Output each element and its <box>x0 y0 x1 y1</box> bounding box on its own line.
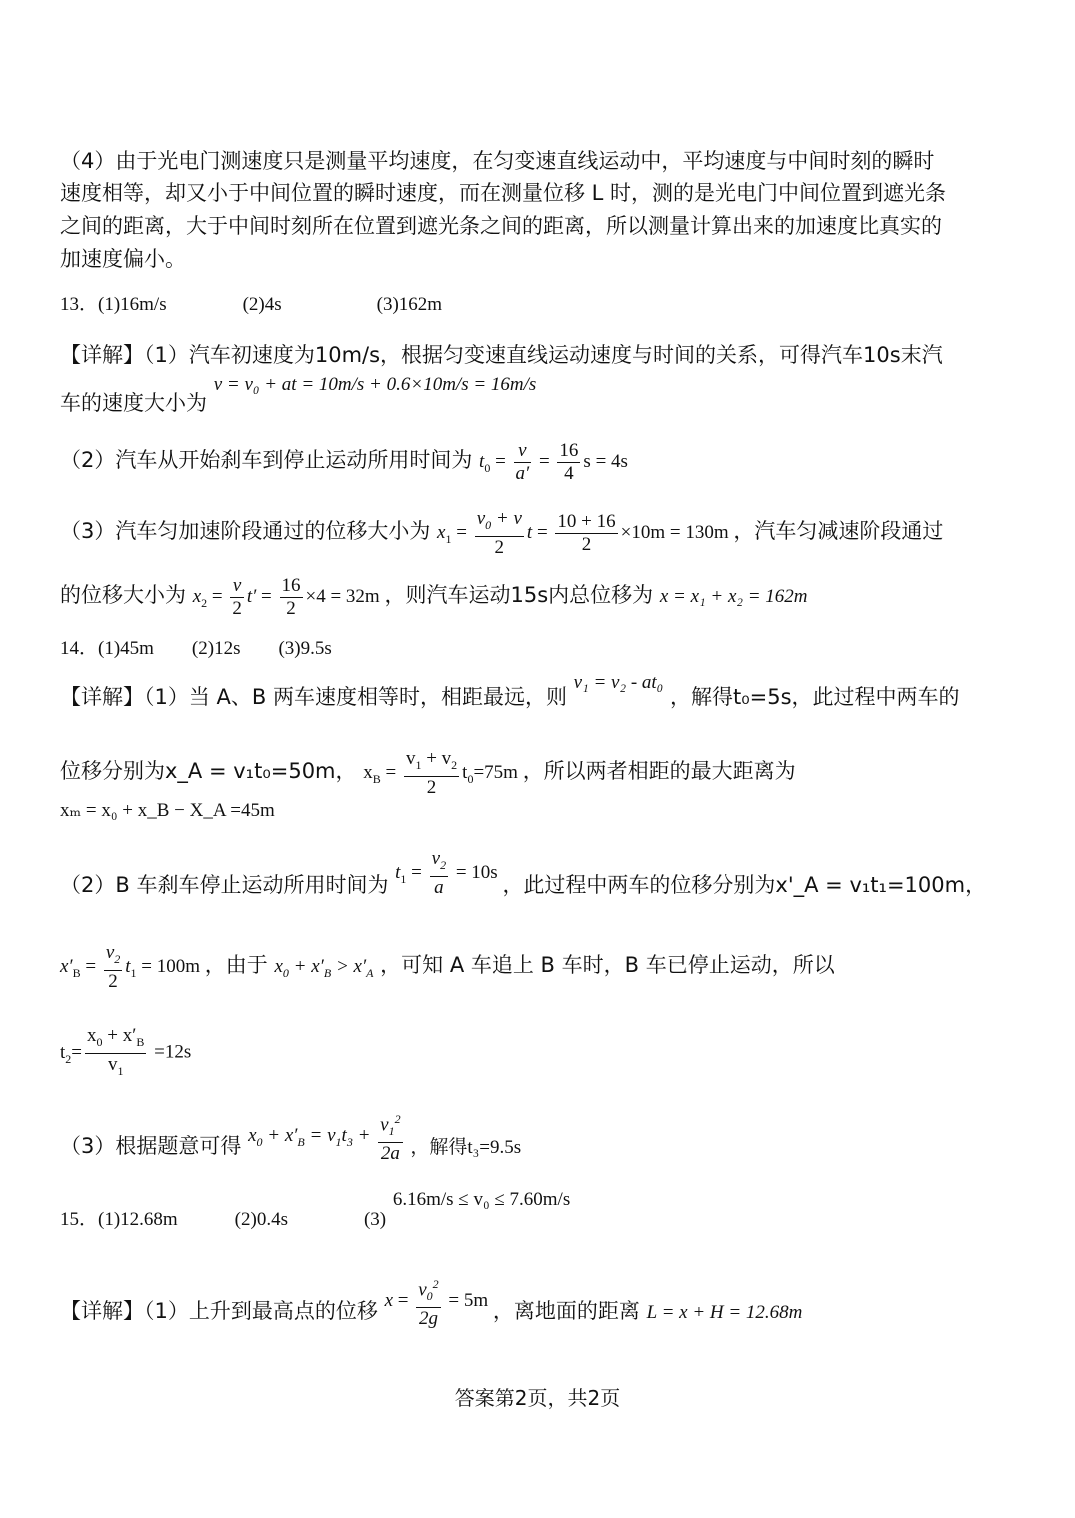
q13-detail-3b: ，汽车匀减速阶段通过 <box>733 518 944 543</box>
q14-detail-2c: ，由于 <box>204 952 268 977</box>
q13-detail-2: （2）汽车从开始刹车到停止运动所用时间为 <box>60 447 473 472</box>
q13-detail-3d: ，则汽车运动15s内总位移为 <box>384 582 654 607</box>
q13-x1-equation: $x_1$ = $\frac{v_0 + v}{2}$ t = $\frac{10 + 16}{2}$ ×10m = 130m <box>437 508 734 558</box>
page-footer: 答案第2页，共2页 <box>454 1386 621 1410</box>
q14-inequality: $x_0 + x'_B > x'_A$ <box>274 955 374 980</box>
q14-detail-2a: （2）B 车刹车停止运动所用时间为 <box>60 872 389 897</box>
q15-distance-equation: L = x + H = 12.68m <box>646 1301 803 1323</box>
para-4-line-4: 加速度偏小。 <box>60 247 186 271</box>
q14-xb-prime-equation: $x'_B$ = $\frac{v_2}{2}$ $t_1 = 100m$ <box>60 942 205 992</box>
q14-detail-1-row <box>60 672 960 714</box>
para-4-line-2: 速度相等，却又小于中间位置的瞬时速度，而在测量位移 L 时，测的是光电门中间位置到遮光条 <box>60 181 947 205</box>
q14-detail-2d: ，可知 A 车追上 B 车时，B 车已停止运动，所以 <box>380 952 835 977</box>
q14-detail-2-row2 <box>60 942 835 993</box>
q14-detail-3a: （3）根据题意可得 <box>60 1133 242 1158</box>
q14-detail-2b: ，此过程中两车的位移分别为x'_A = v₁t₁=100m， <box>502 872 987 897</box>
q14-t2-row <box>60 1025 191 1082</box>
q14-xb-equation: $x_B$ = $\frac{v_1 + v_2}{2}$ $t_0=75m$ <box>363 748 523 798</box>
q14-detail-1b: ，解得t₀=5s，此过程中两车的 <box>669 685 960 709</box>
q14-answer-header: 14．(1)45m (2)12s (3)9.5s <box>60 638 332 659</box>
q13-x2-equation: $x_2$ = $\frac{v}{2}$ t′ = $\frac{16}{2}$ ×4 = 32m <box>192 575 385 619</box>
para-4-line-3: 之间的距离，大于中间时刻所在位置到遮光条之间的距离，所以测量计算出来的加速度比真实的 <box>60 214 942 238</box>
q14-detail-1d: ，所以两者相距的最大距离为 <box>522 758 796 783</box>
q13-detail-1-row <box>60 372 537 415</box>
q15-speed-range: 6.16m/s ≤ v₀ ≤ 7.60m/s <box>392 1189 571 1210</box>
q14-t2-result: =12s <box>154 1041 192 1063</box>
q13-detail-3a: （3）汽车匀加速阶段通过的位移大小为 <box>60 518 431 543</box>
q14-detail-3b: ，解得t₃=9.5s <box>410 1136 522 1158</box>
q13-total-displacement: x = x₁ + x₂ = 162m <box>659 585 808 607</box>
q14-detail-1-row2 <box>60 748 796 799</box>
q15-detail-1b: ，离地面的距离 <box>492 1298 640 1323</box>
q15-detail-1-row <box>60 1277 803 1342</box>
q15-answer-row <box>60 1189 571 1235</box>
q13-detail-3-row <box>60 508 943 559</box>
q15-height-equation: x = $\frac{v_0^2}{2g}$ = 5m <box>385 1290 493 1311</box>
q14-t3-equation: $x_0 + x'_B = v_1t_3$ + $\frac{v_1^2}{2a}$ <box>248 1125 410 1146</box>
q15-detail-1a: 【详解】（1）上升到最高点的位移 <box>60 1298 378 1323</box>
para-4-line-1: （4）由于光电门测速度只是测量平均速度，在匀变速直线运动中，平均速度与中间时刻的瞬时 <box>60 149 935 173</box>
q13-detail-3-row2 <box>60 575 808 620</box>
q13-detail-2-row <box>60 440 628 485</box>
q15-answer-header: 15．(1)12.68m (2)0.4s (3) <box>60 1209 387 1230</box>
q14-max-distance: xₘ = x₀ + x_B − X_A =45m <box>60 800 275 821</box>
q14-detail-3-row <box>60 1112 522 1177</box>
q14-t2-equation: $t_2=$ $\frac{x_0 + x'_B}{v_1}$ <box>60 1025 145 1078</box>
q13-answer-header: 13．(1)16m/s (2)4s (3)162m <box>60 294 443 315</box>
q14-t1-equation: $t_1$ = $\frac{v_2}{a}$ = 10s <box>395 848 503 898</box>
q14-detail-2-row <box>60 848 987 913</box>
q14-detail-1a: 【详解】（1）当 A、B 两车速度相等时，相距最远，则 <box>60 685 567 709</box>
q14-velocity-equation: v₁ = v₂ - at₀ <box>573 672 664 693</box>
q13-detail-3c: 的位移大小为 <box>60 582 186 607</box>
q13-time-equation: $t_0$ = $\frac{v}{a'}$ = $\frac{16}{4}$ s = 4s <box>479 440 628 484</box>
q13-detail-1b: 车的速度大小为 <box>60 391 207 415</box>
q13-detail-1a: 【详解】（1）汽车初速度为10m/s，根据匀变速直线运动速度与时间的关系，可得汽车10s末汽 <box>60 343 943 367</box>
q13-velocity-equation: v = v₀ + at = 10m/s + 0.6×10m/s = 16m/s <box>213 374 537 395</box>
q14-detail-1c: 位移分别为x_A = v₁t₀=50m， <box>60 758 357 783</box>
